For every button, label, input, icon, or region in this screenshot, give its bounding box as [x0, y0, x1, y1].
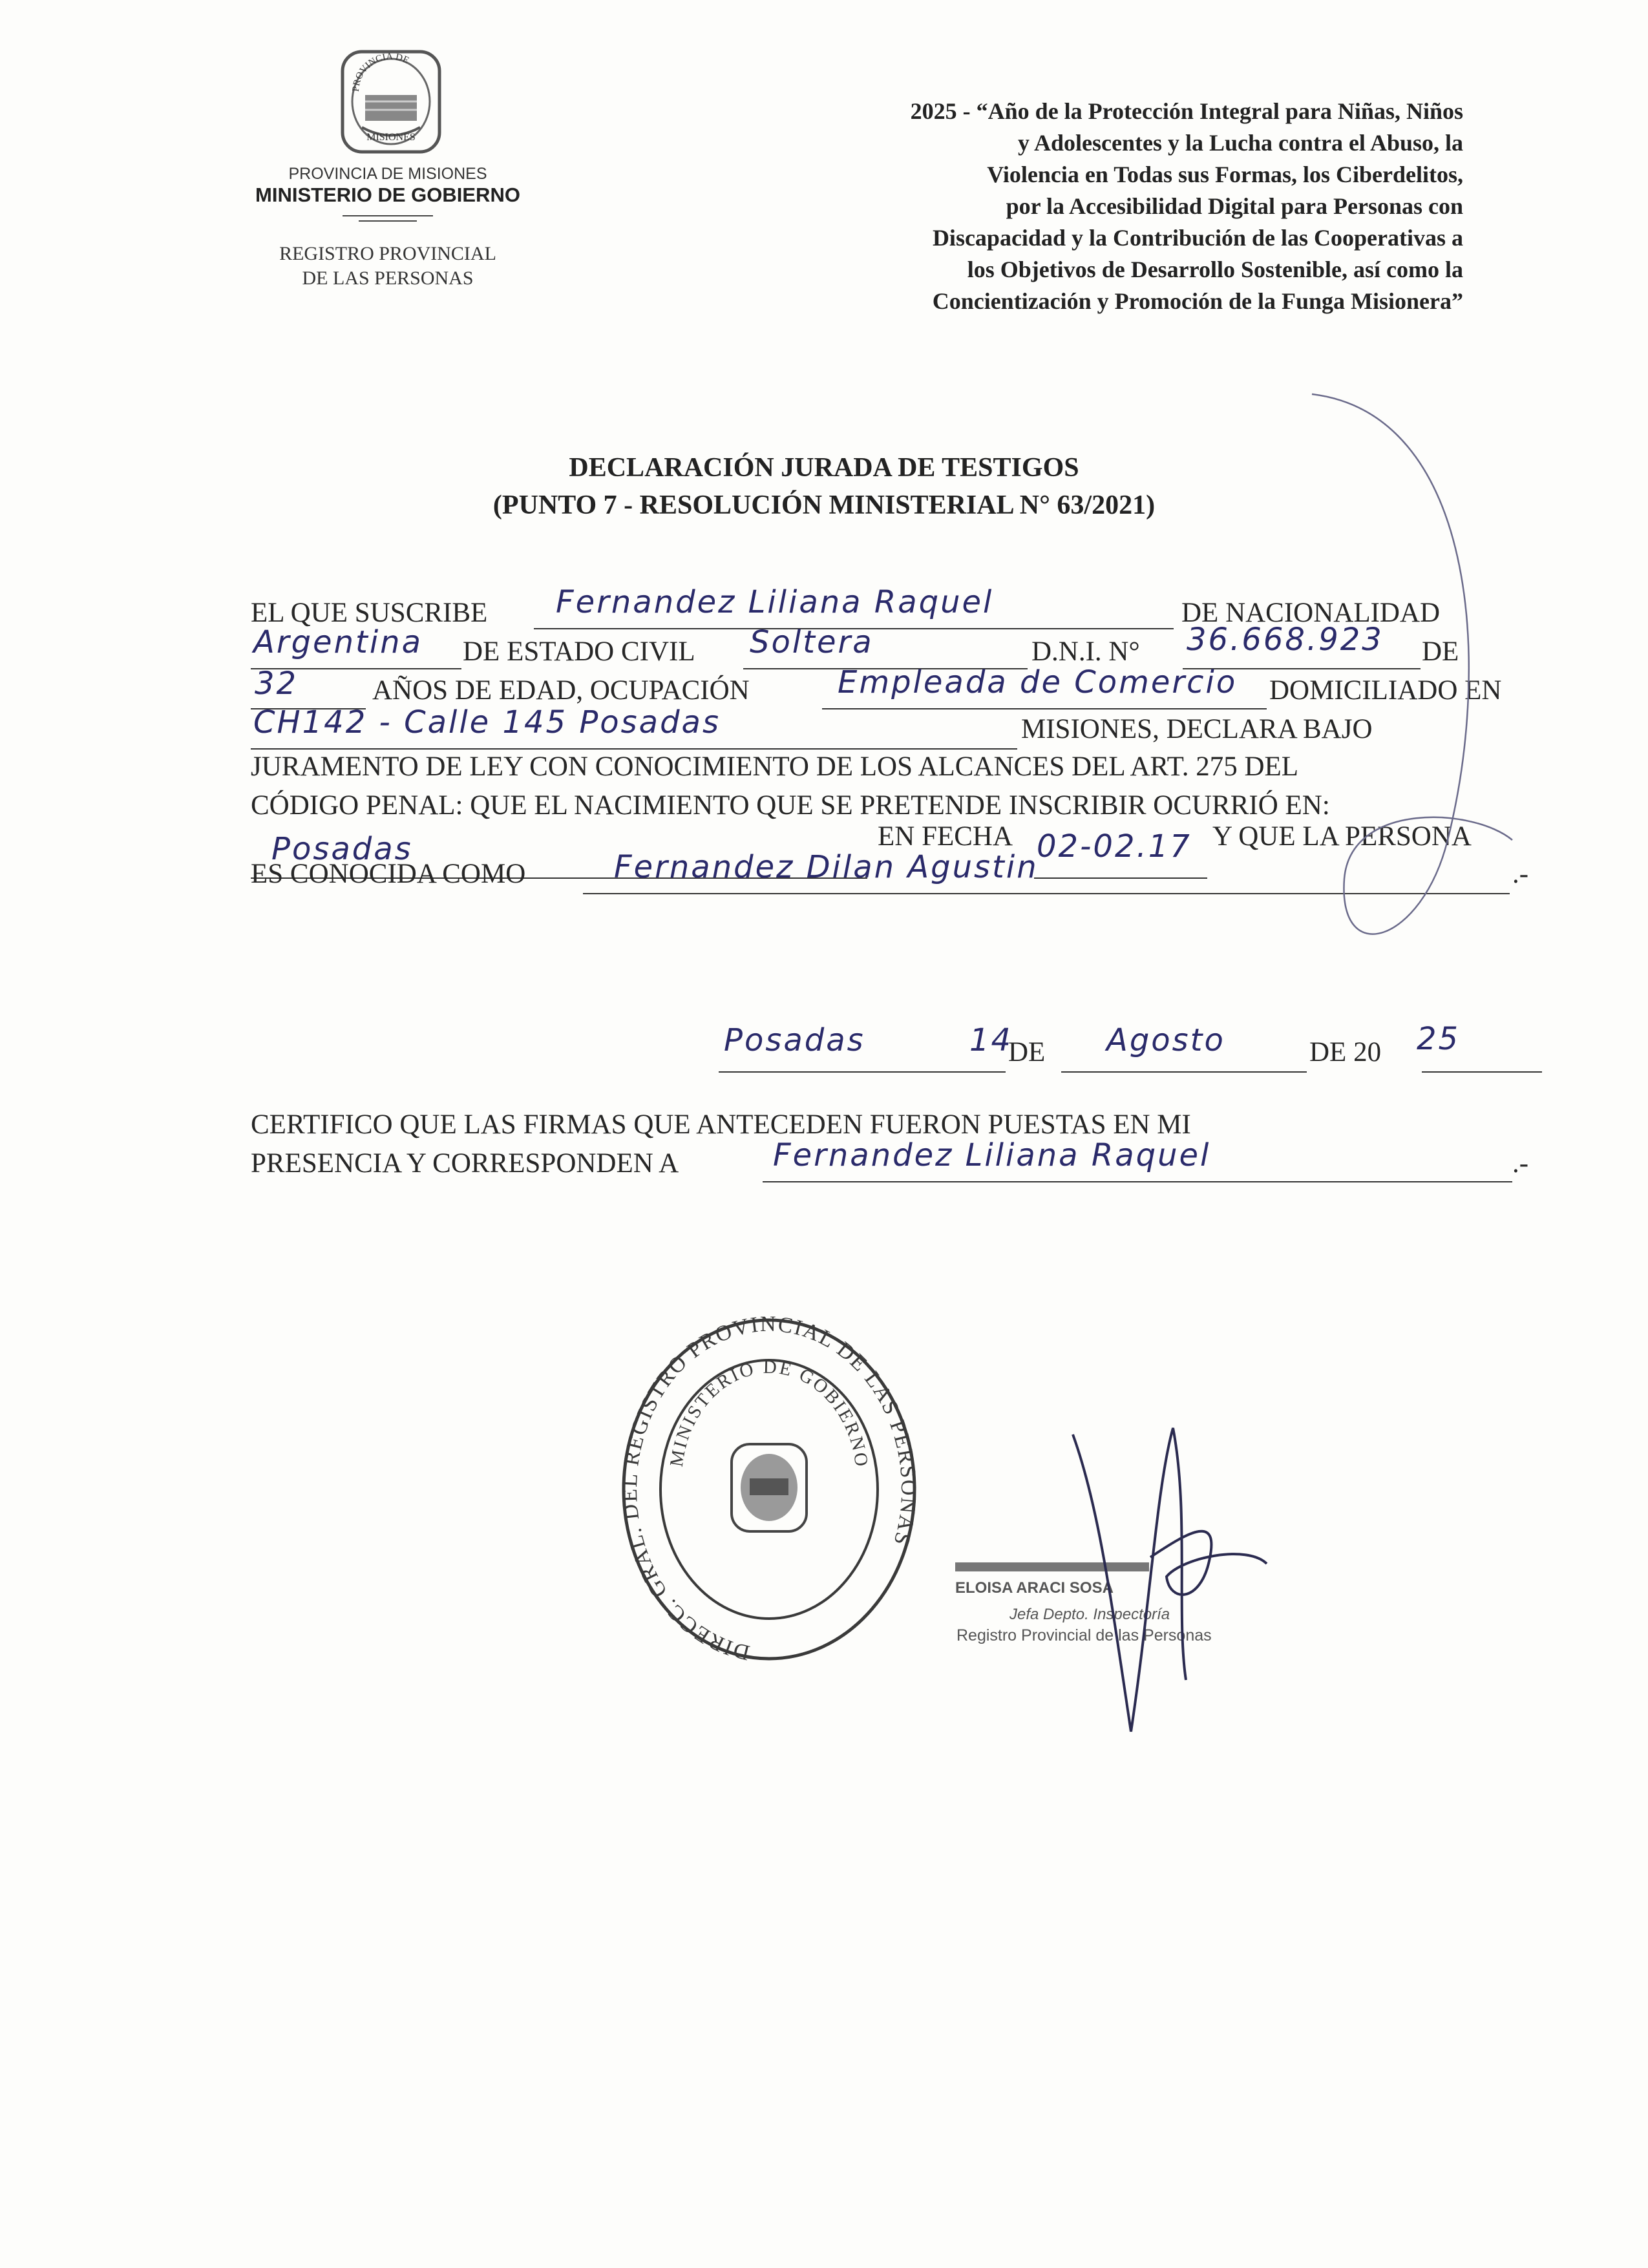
handwritten-fecha-nacimiento: 02-02.17 — [1037, 828, 1192, 865]
label-dni: D.N.I. N° — [1031, 636, 1140, 667]
label-de-mid: DE — [1008, 1037, 1046, 1067]
label-edad-ocupacion: AÑOS DE EDAD, OCUPACIÓN — [372, 675, 750, 706]
svg-text:PROVINCIA DE — [351, 52, 410, 92]
handwritten-signature — [1060, 1409, 1273, 1745]
label-suscribe: EL QUE SUSCRIBE — [251, 598, 488, 628]
handwritten-dni: 36.668.923 — [1187, 622, 1384, 658]
official-oval-stamp — [614, 1312, 924, 1661]
motto-line: Violencia en Todas sus Formas, los Ciberdelitos, — [987, 162, 1463, 187]
handwritten-lugar-nacimiento: Posadas — [271, 831, 413, 867]
label-y-que: Y QUE LA PERSONA — [1212, 821, 1472, 852]
handwritten-dia: 14 — [969, 1022, 1013, 1058]
label-de: DE — [1422, 636, 1459, 667]
pen-stroke-mark — [1280, 388, 1551, 1008]
certification-end-mark: .- — [1512, 1148, 1529, 1179]
label-de-year: DE 20 — [1309, 1037, 1382, 1067]
registry-name-line1: REGISTRO PROVINCIAL — [279, 243, 496, 264]
label-nacionalidad: DE NACIONALIDAD — [1181, 598, 1441, 628]
handwritten-nacionalidad: Argentina — [253, 624, 423, 660]
handwritten-conocida-como: Fernandez Dilan Agustin — [614, 849, 1039, 885]
motto-line: los Objetivos de Desarrollo Sostenible, así como la — [967, 257, 1463, 282]
motto-line: 2025 - “Año de la Protección Integral para Niñas, Niños — [910, 98, 1463, 124]
crest-text-bottom: MISIONES — [366, 132, 416, 143]
end-mark: .- — [1512, 859, 1529, 889]
stamp-inner-text: MINISTERIO DE GOBIERNO — [666, 1356, 872, 1470]
motto-line: y Adolescentes y la Lucha contra el Abuso, la — [1017, 130, 1463, 156]
handwritten-domicilio: CH142 - Calle 145 Posadas — [253, 704, 721, 740]
handwritten-ocupacion: Empleada de Comercio — [838, 664, 1238, 700]
header-divider — [343, 215, 433, 216]
stamp-crest-icon — [732, 1444, 807, 1531]
motto-line: Discapacidad y la Contribución de las Cooperativas a — [932, 225, 1463, 251]
certification-line1: CERTIFICO QUE LAS FIRMAS QUE ANTECEDEN FUERON PUESTAS EN MI — [251, 1109, 1191, 1140]
label-estado-civil: DE ESTADO CIVIL — [463, 636, 695, 667]
document-title: DECLARACIÓN JURADA DE TESTIGOS — [569, 453, 1079, 483]
handwritten-certification-name: Fernandez Liliana Raquel — [773, 1137, 1211, 1173]
stamp-ring-text: DIRECC. GRAL. DEL REGISTRO PROVINCIAL DE LAS PERSONAS — [617, 1312, 921, 1661]
label-domiciliado: DOMICILIADO EN — [1269, 675, 1502, 706]
signatory-organization: Registro Provincial de las Personas — [956, 1626, 1212, 1644]
year-motto — [558, 96, 1463, 317]
text-codigo-penal: CÓDIGO PENAL: QUE EL NACIMIENTO QUE SE PRETENDE INSCRIBIR OCURRIÓ EN: — [251, 790, 1330, 821]
handwritten-estado-civil: Soltera — [750, 624, 874, 660]
crest-text-top: PROVINCIA DE — [350, 51, 411, 92]
handwritten-anio: 25 — [1417, 1021, 1461, 1057]
handwritten-suscribe-name: Fernandez Liliana Raquel — [556, 584, 994, 620]
registry-name-line2: DE LAS PERSONAS — [302, 268, 474, 289]
label-en-fecha: EN FECHA — [878, 821, 1013, 852]
handwritten-edad: 32 — [255, 666, 299, 702]
certification-line2: PRESENCIA Y CORRESPONDEN A — [251, 1148, 679, 1179]
handwritten-mes: Agosto — [1106, 1022, 1225, 1058]
label-conocida-como: ES CONOCIDA COMO — [251, 859, 526, 889]
province-name: PROVINCIA DE MISIONES — [288, 165, 487, 183]
handwritten-lugar-fecha: Posadas — [724, 1022, 865, 1058]
label-misiones-declara: MISIONES, DECLARA BAJO — [1021, 714, 1373, 744]
province-crest-logo — [336, 47, 446, 156]
svg-text:MINISTERIO DE GOBIERNO — [666, 1357, 872, 1470]
text-juramento: JURAMENTO DE LEY CON CONOCIMIENTO DE LOS ALCANCES DEL ART. 275 DEL — [251, 751, 1299, 782]
motto-line: Concientización y Promoción de la Funga Misionera” — [932, 288, 1463, 314]
document-subtitle: (PUNTO 7 - RESOLUCIÓN MINISTERIAL N° 63/2021) — [492, 490, 1156, 520]
signatory-name: ELOISA ARACI SOSA — [955, 1579, 1114, 1597]
signatory-role: Jefa Depto. Inspectoría — [1009, 1606, 1170, 1623]
header-divider-short — [359, 220, 417, 222]
motto-line: por la Accesibilidad Digital para Personas con — [1006, 193, 1463, 219]
ministry-name: MINISTERIO DE GOBIERNO — [255, 184, 520, 206]
